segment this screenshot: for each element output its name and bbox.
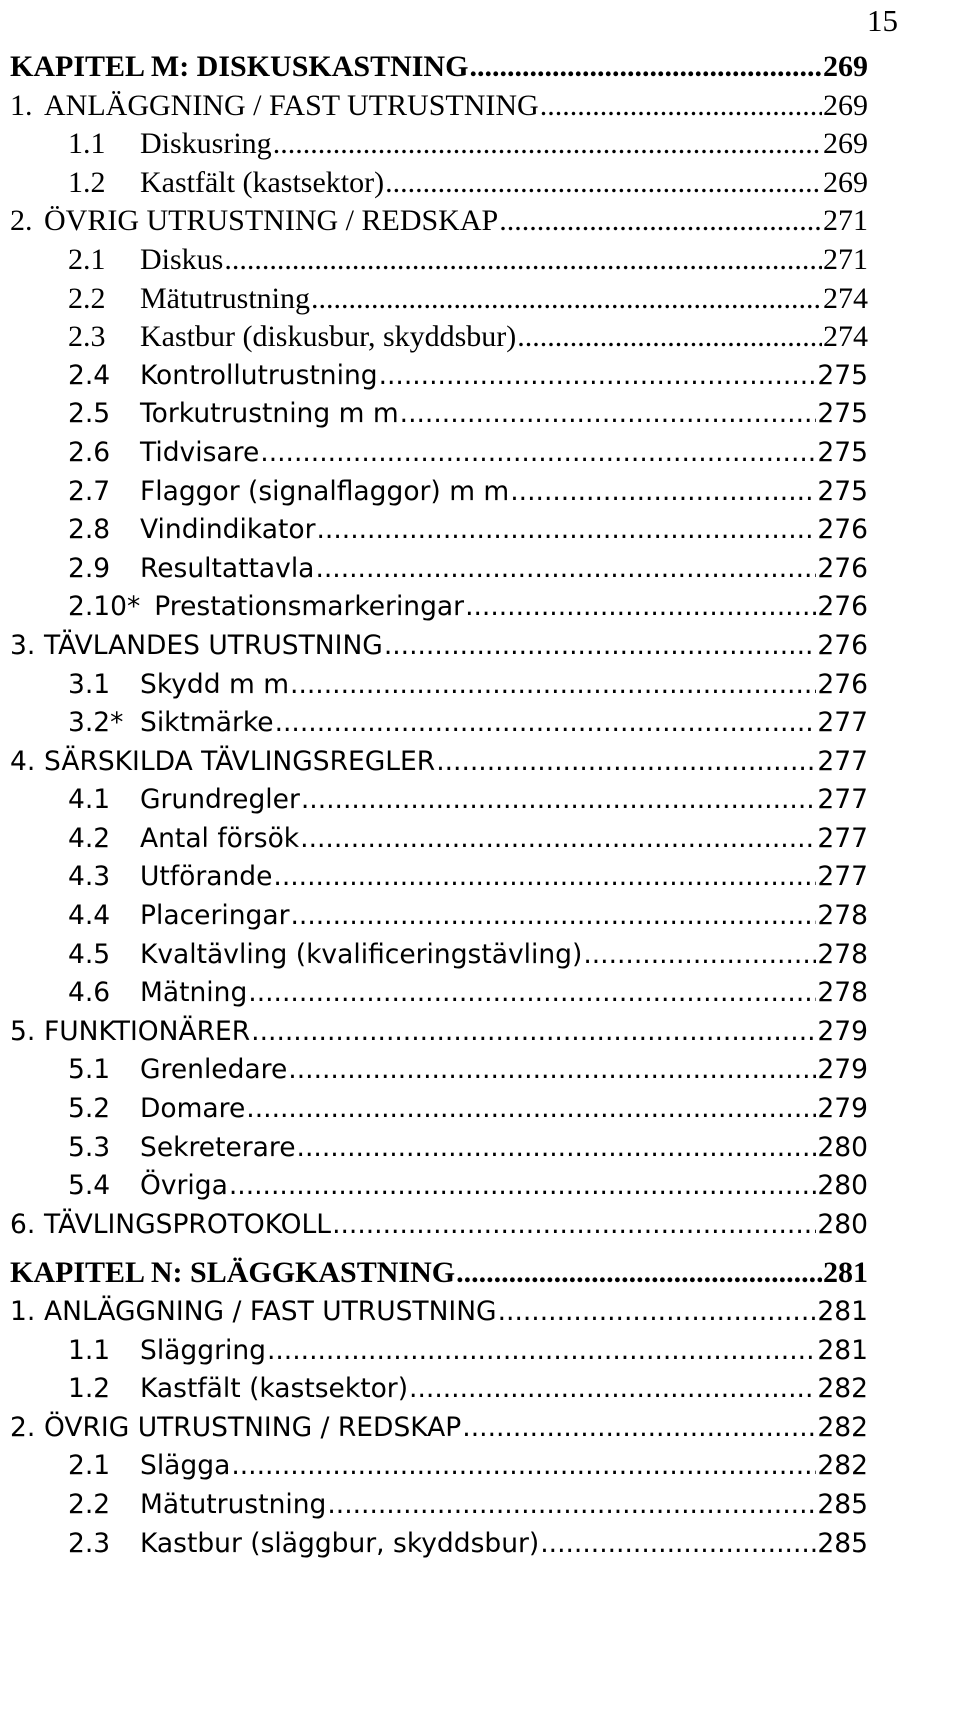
toc-entry — [10, 704, 868, 743]
toc-entry-number: 3.2* — [68, 707, 124, 739]
toc-entry — [10, 434, 868, 473]
toc-entry-page: 276 — [817, 514, 868, 546]
toc-entry — [10, 473, 868, 512]
toc-entry-title: Antal försök — [140, 822, 300, 854]
toc-entry-page: 277 — [817, 707, 868, 739]
toc-entry-page: 278 — [817, 900, 868, 932]
toc-entry-title: Sekreterare — [140, 1131, 296, 1163]
toc-dot-leader — [311, 280, 822, 319]
toc-entry-title: Kvaltävling (kvalificeringstävling) — [140, 938, 583, 970]
toc-entry-label — [68, 434, 259, 473]
toc-entry — [10, 627, 868, 666]
toc-entry-page: 276 — [817, 552, 868, 584]
toc-entry-page: 279 — [817, 1093, 868, 1125]
toc-entry-number: 4.4 — [68, 900, 111, 932]
toc-dot-leader — [499, 202, 822, 241]
toc-entry-label — [68, 318, 516, 357]
toc-entry-page: 276 — [817, 668, 868, 700]
toc-entry-label — [68, 511, 316, 550]
toc-entry-title: Kastbur (diskusbur, skyddsbur) — [140, 320, 517, 354]
toc-entry-page: 280 — [817, 1131, 868, 1163]
toc-dot-leader — [290, 897, 816, 936]
toc-entry-label — [68, 1167, 228, 1206]
toc-entry-page: 280 — [817, 1208, 868, 1240]
toc-dot-leader — [246, 1090, 816, 1129]
toc-entry-label — [10, 202, 498, 241]
toc-entry-page: 269 — [823, 165, 868, 199]
toc-entry-title: TÄVLINGSPROTOKOLL — [44, 1208, 332, 1240]
toc-dot-leader — [301, 781, 817, 820]
toc-entry-page: 271 — [823, 204, 868, 238]
toc-entry-number: 2.5 — [68, 398, 111, 430]
toc-entry-number: 1.2 — [68, 165, 106, 199]
toc-entry-page: 280 — [817, 1170, 868, 1202]
toc-dot-leader — [290, 666, 816, 705]
toc-entry-number: 3. — [10, 629, 36, 661]
toc-entry-title: Kastfält (kastsektor) — [140, 165, 385, 199]
toc-entry-title: Tidvisare — [140, 436, 260, 468]
toc-entry-label — [10, 1293, 497, 1332]
toc-entry-page: 276 — [817, 629, 868, 661]
toc-dot-leader — [224, 241, 822, 280]
toc-entry — [10, 743, 868, 782]
toc-dot-leader — [273, 125, 822, 164]
toc-entry-page: 282 — [817, 1373, 868, 1405]
toc-entry — [10, 357, 868, 396]
toc-entry-number: 5. — [10, 1015, 36, 1047]
toc-entry-number: 2. — [10, 204, 33, 238]
toc-entry-title: ÖVRIG UTRUSTNING / REDSKAP — [44, 204, 499, 238]
toc-entry-title: Vindindikator — [140, 514, 316, 546]
toc-entry-number: 4.6 — [68, 977, 111, 1009]
toc-dot-leader — [267, 1332, 816, 1371]
toc-entry-number: 4.5 — [68, 938, 111, 970]
toc-entry-title: Slägga — [140, 1450, 231, 1482]
toc-dot-leader — [540, 1525, 816, 1564]
toc-entry-label — [68, 1129, 296, 1168]
toc-chapter-heading — [10, 1254, 868, 1293]
toc-entry-page: 279 — [817, 1054, 868, 1086]
toc-entry-page: 275 — [817, 475, 868, 507]
toc-entry-page: 269 — [823, 50, 868, 83]
toc-entry-label — [68, 1090, 245, 1129]
toc-dot-leader — [400, 395, 817, 434]
toc-entry-page: 278 — [817, 977, 868, 1009]
toc-entry-label — [68, 897, 289, 936]
toc-entry-number: 1. — [10, 1296, 36, 1327]
toc-dot-leader — [510, 473, 816, 512]
page-number: 15 — [867, 3, 898, 38]
toc-entry — [10, 1206, 868, 1245]
toc-entry-page: 279 — [817, 1015, 868, 1047]
toc-dot-leader — [469, 48, 822, 87]
toc-entry — [10, 1332, 868, 1371]
toc-entry-title: Resultattavla — [140, 552, 315, 584]
toc-entry — [10, 87, 868, 126]
toc-dot-leader — [332, 1206, 816, 1245]
toc-entry — [10, 318, 868, 357]
toc-entry-title: Kastbur (släggbur, skyddsbur) — [140, 1527, 540, 1559]
toc-dot-leader — [517, 318, 822, 357]
toc-entry-number: 5.2 — [68, 1093, 111, 1125]
toc-entry-page: 277 — [817, 822, 868, 854]
toc-entry-title: Flaggor (signalflaggor) m m — [140, 475, 510, 507]
toc-entry-number: 2.2 — [68, 281, 106, 315]
toc-entry — [10, 974, 868, 1013]
toc-entry-title: Utförande — [140, 861, 273, 893]
toc-entry — [10, 897, 868, 936]
toc-dot-leader — [251, 1013, 816, 1052]
toc-entry-title: ÖVRIG UTRUSTNING / REDSKAP — [44, 1411, 462, 1443]
toc-entry-label — [10, 1013, 250, 1052]
toc-entry-page: 275 — [817, 398, 868, 430]
toc-entry — [10, 936, 868, 975]
toc-dot-leader — [456, 1254, 822, 1293]
toc-dot-leader — [583, 936, 816, 975]
toc-dot-leader — [385, 164, 822, 203]
toc-entry-page: 285 — [817, 1488, 868, 1520]
toc-entry-number: 2.1 — [68, 242, 106, 276]
toc-entry-page: 282 — [817, 1450, 868, 1482]
toc-entry — [10, 511, 868, 550]
toc-entry — [10, 1525, 868, 1564]
toc-dot-leader — [248, 974, 816, 1013]
toc-entry-label — [68, 1332, 266, 1371]
toc-entry — [10, 1486, 868, 1525]
toc-entry — [10, 588, 868, 627]
toc-entry-label — [10, 1206, 331, 1245]
toc-dot-leader — [540, 87, 822, 126]
toc-entry-title: Kontrollutrustning — [140, 359, 378, 391]
toc-entry — [10, 820, 868, 859]
toc-entry-label — [68, 781, 300, 820]
toc-entry — [10, 1167, 868, 1206]
toc-entry-number: 3.1 — [68, 668, 111, 700]
toc-entry-title: SÄRSKILDA TÄVLINGSREGLER — [44, 745, 436, 777]
toc-entry-page: 277 — [817, 861, 868, 893]
toc-entry-label — [68, 588, 464, 627]
toc-entry — [10, 164, 868, 203]
toc-entry-title: ANLÄGGNING / FAST UTRUSTNING — [44, 1296, 497, 1327]
toc-entry-label — [68, 241, 223, 280]
toc-entry-label — [68, 704, 274, 743]
toc-entry-number: 2.9 — [68, 552, 111, 584]
toc-entry — [10, 858, 868, 897]
toc-entry — [10, 1129, 868, 1168]
toc-entry-page: 274 — [823, 281, 868, 315]
toc-entry-label — [10, 1409, 461, 1448]
toc-entry-title: Mätning — [140, 977, 248, 1009]
toc-entry-title: Placeringar — [140, 900, 290, 932]
toc-dot-leader — [379, 357, 817, 396]
toc-entry-title: Skydd m m — [140, 668, 290, 700]
toc-entry-label — [68, 473, 509, 512]
toc-entry-number: 2.6 — [68, 436, 111, 468]
toc-entry-label — [10, 743, 435, 782]
toc-dot-leader — [409, 1370, 816, 1409]
toc-entry-label — [10, 87, 539, 126]
toc-dot-leader — [317, 511, 817, 550]
toc-entry-title: Övriga — [140, 1170, 228, 1202]
toc-entry-page: 281 — [823, 1256, 868, 1290]
toc-entry-label — [10, 627, 383, 666]
toc-entry — [10, 781, 868, 820]
toc-dot-leader — [273, 858, 816, 897]
toc-entry-label — [10, 48, 468, 87]
toc-entry-label — [10, 1254, 455, 1293]
toc-entry — [10, 1370, 868, 1409]
toc-entry-title: Torkutrustning m m — [140, 398, 399, 430]
toc-entry-page: 276 — [817, 591, 868, 623]
toc-entry-label — [68, 858, 272, 897]
toc-entry — [10, 202, 868, 241]
toc-entry — [10, 1051, 868, 1090]
toc-entry-label — [68, 164, 384, 203]
toc-entry-page: 269 — [823, 127, 868, 161]
toc-entry-label — [68, 1370, 408, 1409]
toc-entry-number: 5.3 — [68, 1131, 111, 1163]
toc-entry-number: 2.10* — [68, 591, 141, 623]
toc-entry-label — [68, 1486, 326, 1525]
toc-entry-number: 6. — [10, 1208, 36, 1240]
toc-dot-leader — [275, 704, 817, 743]
toc-entry — [10, 1447, 868, 1486]
toc-entry-page: 285 — [817, 1527, 868, 1559]
toc-entry-number: 1.1 — [68, 1334, 111, 1366]
toc-entry — [10, 1090, 868, 1129]
toc-entry-number: 2.4 — [68, 359, 111, 391]
toc-entry — [10, 395, 868, 434]
toc-dot-leader — [288, 1051, 816, 1090]
toc-entry-label — [68, 125, 272, 164]
toc-entry-number: 5.4 — [68, 1170, 111, 1202]
toc-dot-leader — [436, 743, 816, 782]
toc-entry-page: 277 — [817, 784, 868, 816]
toc-dot-leader — [462, 1409, 816, 1448]
toc-entry-number: 2. — [10, 1411, 36, 1443]
toc-dot-leader — [465, 588, 816, 627]
toc-entry-number: 2.2 — [68, 1488, 111, 1520]
toc-entry-number: 2.3 — [68, 1527, 111, 1559]
toc-entry-title: Domare — [140, 1093, 246, 1125]
toc-entry-title: Siktmärke — [140, 707, 274, 739]
toc-entry — [10, 550, 868, 589]
toc-entry-title: Mätutrustning — [140, 281, 310, 315]
toc-entry-page: 281 — [817, 1334, 868, 1366]
toc-entry — [10, 241, 868, 280]
toc-entry-title: Diskusring — [140, 127, 272, 161]
toc-entry-title: Prestationsmarkeringar — [154, 591, 465, 623]
toc-dot-leader — [498, 1293, 817, 1332]
toc-dot-leader — [327, 1486, 816, 1525]
toc-entry-title: Mätutrustning — [140, 1488, 327, 1520]
toc-entry-title: ANLÄGGNING / FAST UTRUSTNING — [44, 88, 539, 122]
toc-dot-leader — [231, 1447, 816, 1486]
toc-entry-number: 2.3 — [68, 320, 106, 354]
toc-entry — [10, 125, 868, 164]
toc-entry-label — [68, 395, 399, 434]
toc-entry — [10, 280, 868, 319]
toc-entry-number: 2.7 — [68, 475, 111, 507]
toc-entry-number: 1.1 — [68, 127, 106, 161]
toc-entry-title: Grenledare — [140, 1054, 288, 1086]
toc-entry-label — [68, 280, 310, 319]
toc-entry-number: 4.1 — [68, 784, 111, 816]
toc-entry-title: KAPITEL M: DISKUSKASTNING — [10, 50, 469, 83]
toc-dot-leader — [260, 434, 816, 473]
toc-entry-title: Diskus — [140, 242, 224, 276]
toc-entry-page: 281 — [817, 1296, 868, 1327]
toc-entry-number: 2.8 — [68, 514, 111, 546]
toc-entry-label — [68, 1447, 230, 1486]
toc-entry-number: 1.2 — [68, 1373, 111, 1405]
toc-dot-leader — [297, 1129, 817, 1168]
toc-entry-title: Grundregler — [140, 784, 300, 816]
toc-entry-page: 277 — [817, 745, 868, 777]
toc-entry — [10, 1013, 868, 1052]
toc-entry-number: 2.1 — [68, 1450, 111, 1482]
toc-entry-label — [68, 936, 582, 975]
toc-entry-label — [68, 550, 314, 589]
toc-entry-title: KAPITEL N: SLÄGGKASTNING — [10, 1256, 456, 1290]
toc-entry-label — [68, 357, 378, 396]
toc-entry-number: 5.1 — [68, 1054, 111, 1086]
toc-entry — [10, 1409, 868, 1448]
toc-dot-leader — [384, 627, 817, 666]
toc-entry-label — [68, 1051, 287, 1090]
toc-entry-label — [68, 666, 289, 705]
toc-entry-title: Släggring — [140, 1334, 266, 1366]
toc-dot-leader — [229, 1167, 817, 1206]
toc-entry-number: 1. — [10, 88, 33, 122]
toc-entry-number: 4.3 — [68, 861, 111, 893]
toc-entry — [10, 666, 868, 705]
toc-entry-number: 4.2 — [68, 822, 111, 854]
toc-entry-page: 271 — [823, 242, 868, 276]
toc-entry — [10, 1293, 868, 1332]
toc-entry-title: TÄVLANDES UTRUSTNING — [44, 629, 383, 661]
toc-entry-page: 278 — [817, 938, 868, 970]
toc-entry-page: 275 — [817, 436, 868, 468]
toc-entry-label — [68, 974, 247, 1013]
toc-entry-title: Kastfält (kastsektor) — [140, 1373, 409, 1405]
toc-entry-page: 282 — [817, 1411, 868, 1443]
toc-entry-title: FUNKTIONÄRER — [44, 1015, 251, 1047]
toc-entry-number: 4. — [10, 745, 36, 777]
toc-chapter-heading — [10, 48, 868, 87]
toc-entry-page: 274 — [823, 320, 868, 354]
toc-entry-label — [68, 820, 299, 859]
toc-entry-page: 269 — [823, 88, 868, 122]
toc-entry-page: 275 — [817, 359, 868, 391]
toc-dot-leader — [315, 550, 816, 589]
toc-dot-leader — [300, 820, 816, 859]
toc-entry-label — [68, 1525, 539, 1564]
table-of-contents — [10, 48, 868, 1563]
